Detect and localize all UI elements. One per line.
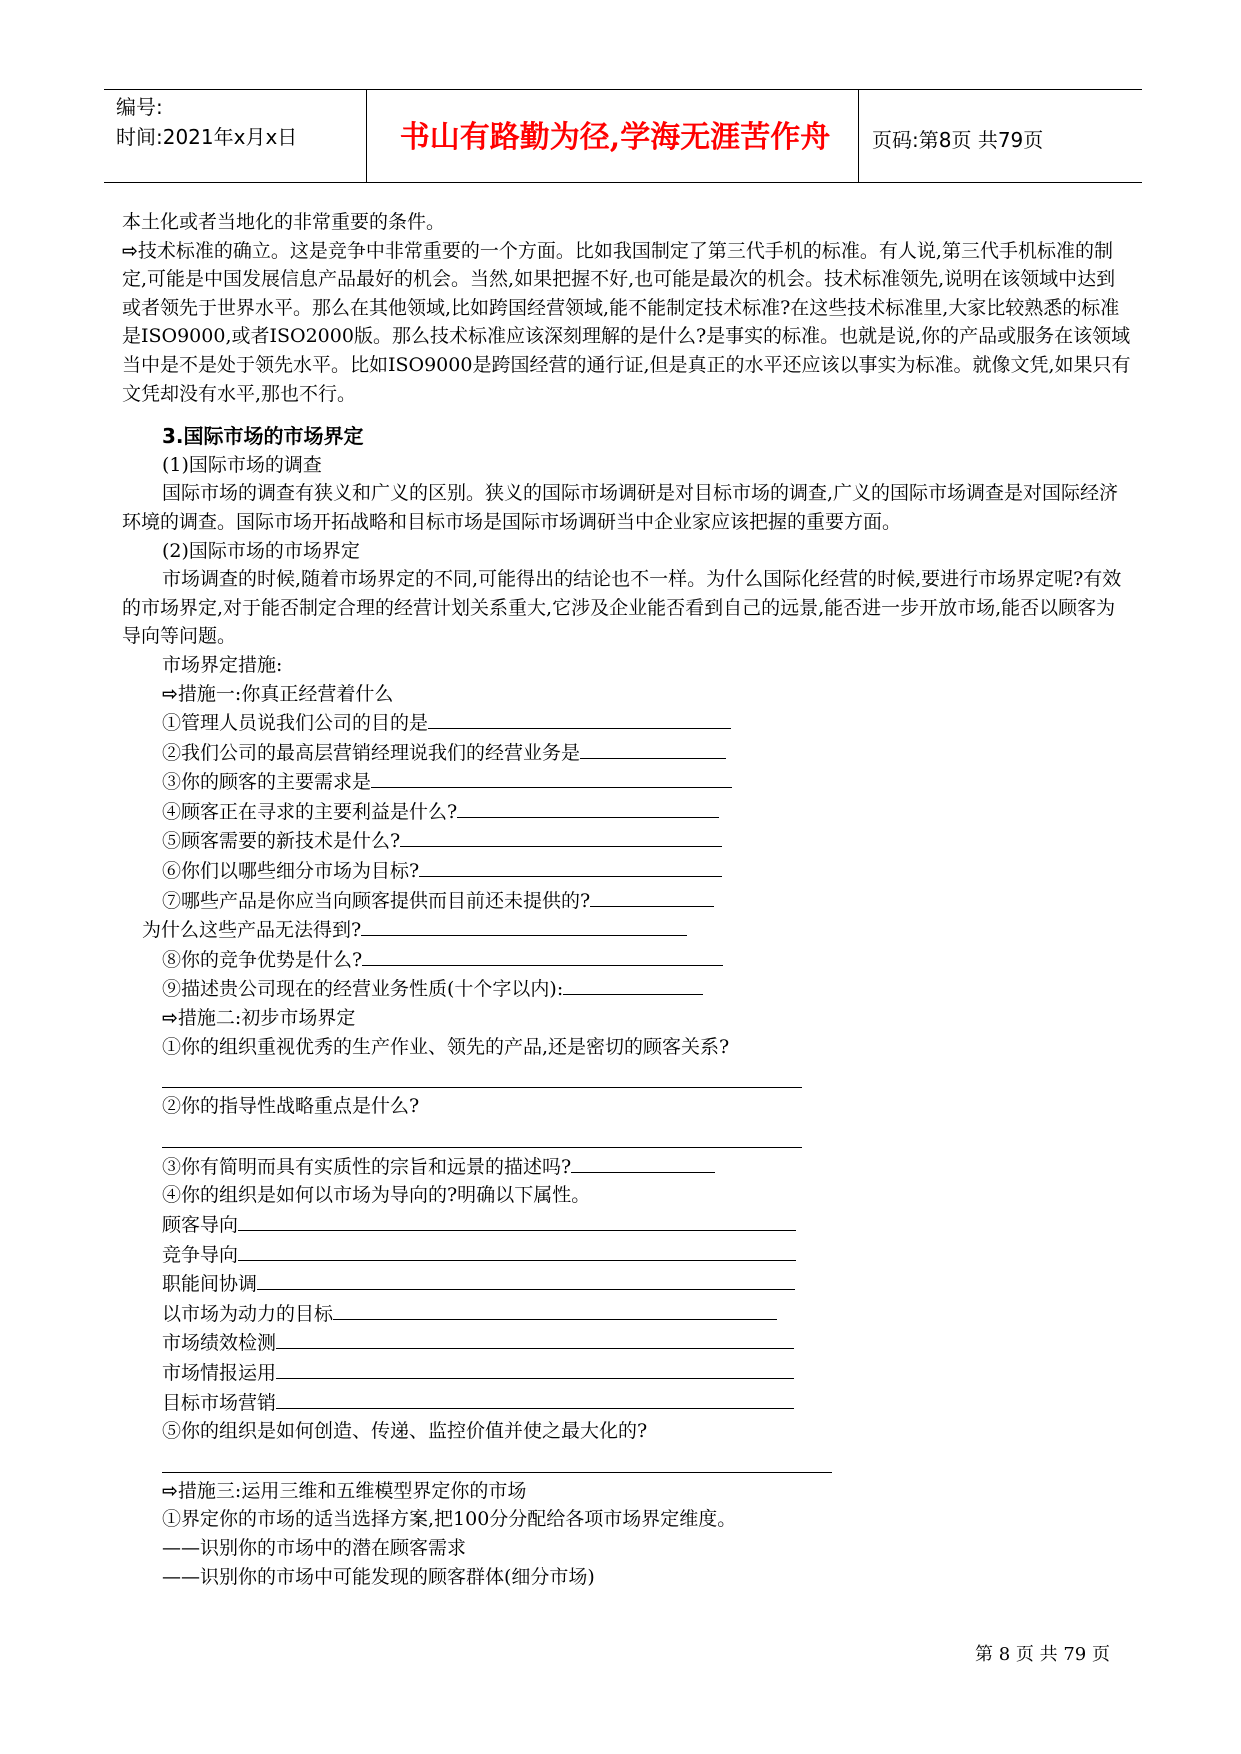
question: ④你的组织是如何以市场为导向的?明确以下属性。 <box>162 1184 591 1207</box>
header-left-cell <box>116 92 297 152</box>
subsection-heading: (2)国际市场的市场界定 <box>162 539 360 562</box>
answer-blank[interactable] <box>361 915 687 936</box>
answer-blank[interactable] <box>563 974 703 995</box>
attribute-item: 市场情报运用 <box>122 1358 1132 1388</box>
header-divider-left <box>366 90 367 183</box>
list-item: ⑦哪些产品是你应当向顾客提供而目前还未提供的? <box>122 886 1132 916</box>
list-item: ④顾客正在寻求的主要利益是什么? <box>122 797 1132 827</box>
paragraph: 市场调查的时候,随着市场界定的不同,可能得出的结论也不一样。为什么国际化经营的时候,要进行市场界定呢?有效的市场界定,对于能否制定合理的经营计划关系重大,它涉及企业能否看到自己的远景,能否进一步开放市场,能否以顾客为导向等问题。 <box>122 568 1122 648</box>
paragraph-tech-standard <box>122 237 1132 409</box>
list-item: ②我们公司的最高层营销经理说我们的经营业务是 <box>122 738 1132 768</box>
answer-blank[interactable] <box>333 1299 777 1320</box>
header-motto: 书山有路勤为径,学海无涯苦作舟 <box>399 120 831 155</box>
subsection-heading: (1)国际市场的调查 <box>162 453 322 476</box>
question: ②你的指导性战略重点是什么? <box>162 1095 420 1118</box>
answer-blank[interactable] <box>419 856 722 877</box>
section-heading: 3.国际市场的市场界定 <box>162 424 364 449</box>
answer-blank[interactable] <box>580 738 726 759</box>
list-item: ⑤顾客需要的新技术是什么? <box>122 826 1132 856</box>
measures-label: 市场界定措施: <box>162 653 283 676</box>
paragraph: 国际市场的调查有狭义和广义的区别。狭义的国际市场调研是对目标市场的调查,广义的国际市场调查是对国际经济环境的调查。国际市场开拓战略和目标市场是国际市场调研当中企业家应该把握的重要方面。 <box>122 482 1119 533</box>
answer-blank[interactable] <box>276 1388 794 1409</box>
list-item: ⑧你的竞争优势是什么? <box>122 945 1132 975</box>
attribute-item: 顾客导向 <box>122 1210 1132 1240</box>
document-body <box>122 208 1132 1591</box>
page-footer: 第 8 页 共 79 页 <box>975 1644 1110 1665</box>
arrow-icon: ⇨ <box>162 1007 178 1030</box>
arrow-icon: ⇨ <box>162 682 178 705</box>
answer-line[interactable] <box>162 1061 802 1088</box>
answer-blank[interactable] <box>590 886 714 907</box>
answer-blank[interactable] <box>371 767 732 788</box>
measure-two-title: ⇨措施二:初步市场界定 <box>162 1007 356 1030</box>
paragraph: 本土化或者当地化的非常重要的条件。 <box>122 211 446 233</box>
arrow-icon: ⇨ <box>162 1479 178 1502</box>
header-top-rule <box>104 89 1142 90</box>
list-item: ⑨描述贵公司现在的经营业务性质(十个字以内): <box>122 974 1132 1004</box>
attribute-item: 市场绩效检测 <box>122 1328 1132 1358</box>
answer-blank[interactable] <box>400 826 722 847</box>
answer-blank[interactable] <box>238 1210 796 1231</box>
answer-blank[interactable] <box>257 1269 795 1290</box>
attribute-item: 以市场为动力的目标 <box>122 1299 1132 1329</box>
question: ③你有简明而具有实质性的宗旨和远景的描述吗? <box>122 1152 1132 1182</box>
time-label: 时间:2021年x月x日 <box>116 125 298 149</box>
answer-blank[interactable] <box>362 945 723 966</box>
question: ⑤你的组织是如何创造、传递、监控价值并使之最大化的? <box>162 1420 648 1443</box>
header-bottom-rule <box>104 182 1142 183</box>
answer-line[interactable] <box>162 1446 832 1473</box>
answer-blank[interactable] <box>571 1152 715 1173</box>
list-item: ①管理人员说我们公司的目的是 <box>122 708 1132 738</box>
answer-blank[interactable] <box>238 1240 796 1261</box>
attribute-item: 目标市场营销 <box>122 1388 1132 1418</box>
dash-item: ——识别你的市场中的潜在顾客需求 <box>162 1536 467 1559</box>
answer-blank[interactable] <box>457 797 719 818</box>
header-page-label: 页码:第8页 共79页 <box>872 128 1044 152</box>
serial-label: 编号: <box>116 95 163 119</box>
attribute-item: 竞争导向 <box>122 1240 1132 1270</box>
list-item-continuation: 为什么这些产品无法得到? <box>122 915 1132 945</box>
answer-blank[interactable] <box>276 1328 794 1349</box>
dash-item: ——识别你的市场中可能发现的顾客群体(细分市场) <box>162 1565 595 1588</box>
measure-three-title: ⇨措施三:运用三维和五维模型界定你的市场 <box>162 1479 527 1502</box>
attribute-item: 职能间协调 <box>122 1269 1132 1299</box>
question: ①你的组织重视优秀的生产作业、领先的产品,还是密切的顾客关系? <box>162 1035 730 1058</box>
answer-blank[interactable] <box>428 708 731 729</box>
answer-line[interactable] <box>162 1121 802 1148</box>
list-item: ③你的顾客的主要需求是 <box>122 767 1132 797</box>
measure-one-title: ⇨措施一:你真正经营着什么 <box>162 682 394 705</box>
arrow-icon: ⇨ <box>122 239 138 262</box>
question: ①界定你的市场的适当选择方案,把100分分配给各项市场界定维度。 <box>162 1508 737 1531</box>
answer-blank[interactable] <box>276 1358 794 1379</box>
paragraph-text: 技术标准的确立。这是竞争中非常重要的一个方面。比如我国制定了第三代手机的标准。有人说,第三代手机标准的制定,可能是中国发展信息产品最好的机会。当然,如果把握不好,也可能是最次的机会。技术标准领先,说明在该领域中达到或者领先于世界水平。那么在其他领域,比如跨国经营领域,能不能制定技术标准?在这些技术标准里,大家比较熟悉的标准是ISO9000,或者ISO2000版。那么技术标准应该深刻理解的是什么?是事实的标准。也就是说,你的产品或服务在该领域当中是不是处于领先水平。比如ISO9000是跨国经营的通行证,但是真正的水平还应该以事实为标准。就像文凭,如果只有文凭却没有水平,那也不行。 <box>122 239 1131 405</box>
list-item: ⑥你们以哪些细分市场为目标? <box>122 856 1132 886</box>
